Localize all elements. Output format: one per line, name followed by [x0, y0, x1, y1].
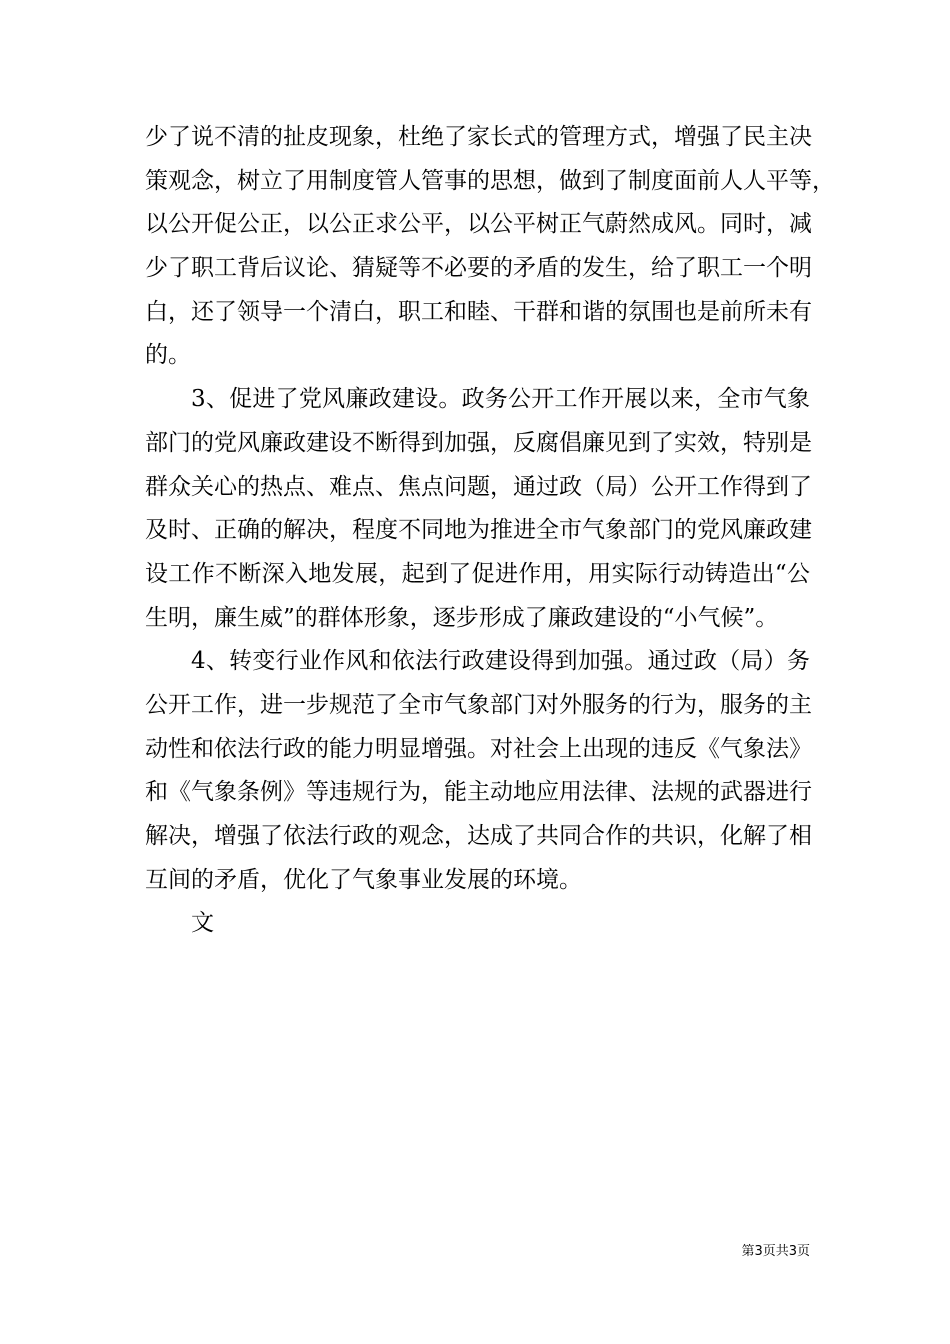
text-line: 以公开促公正，以公正求公平，以公平树正气蔚然成风。同时，减: [145, 211, 812, 238]
paragraph-4: [145, 902, 810, 946]
paragraph-2: [145, 378, 810, 640]
text-line: 设工作不断深入地发展，起到了促进作用，用实际行动铸造出“公: [145, 560, 810, 587]
text-line: 公开工作，进一步规范了全市气象部门对外服务的行为，服务的主: [145, 691, 812, 718]
paragraph-1: [145, 116, 835, 378]
text-line: 3、促进了党风廉政建设。政务公开工作开展以来，全市气象: [191, 386, 810, 413]
text-line: 互间的矛盾，优化了气象事业发展的环境。: [145, 866, 582, 893]
page-number-footer: 第3页共3页: [741, 1244, 810, 1259]
document-body: [145, 116, 835, 946]
text-line: 部门的党风廉政建设不断得到加强，反腐倡廉见到了实效，特别是: [145, 429, 812, 456]
text-line: 少了职工背后议论、猜疑等不必要的矛盾的发生，给了职工一个明: [145, 255, 812, 282]
text-line: 解决，增强了依法行政的观念，达成了共同合作的共识，化解了相: [145, 823, 812, 849]
text-line: 群众关心的热点、难点、焦点问题，通过政（局）公开工作得到了: [145, 473, 812, 500]
text-line: 少了说不清的扯皮现象，杜绝了家长式的管理方式，增强了民主决: [145, 124, 812, 150]
text-line: 及时、正确的解决，程度不同地为推进全市气象部门的党风廉政建: [145, 517, 812, 544]
text-line: 生明，廉生威”的群体形象，逐步形成了廉政建设的“小气候”。: [145, 604, 779, 631]
text-line: 4、转变行业作风和依法行政建设得到加强。通过政（局）务: [191, 648, 810, 675]
text-line: 动性和依法行政的能力明显增强。对社会上出现的违反《气象法》: [145, 735, 812, 762]
text-line: 和《气象条例》等违规行为，能主动地应用法律、法规的武器进行: [145, 779, 812, 806]
text-line: 策观念，树立了用制度管人管事的思想，做到了制度面前人人平等，: [145, 167, 835, 194]
text-line: 白，还了领导一个清白，职工和睦、干群和谐的氛围也是前所未有: [145, 298, 812, 325]
text-line: 的。: [145, 342, 191, 369]
text-line: 文: [191, 910, 214, 937]
paragraph-3: [145, 640, 810, 902]
